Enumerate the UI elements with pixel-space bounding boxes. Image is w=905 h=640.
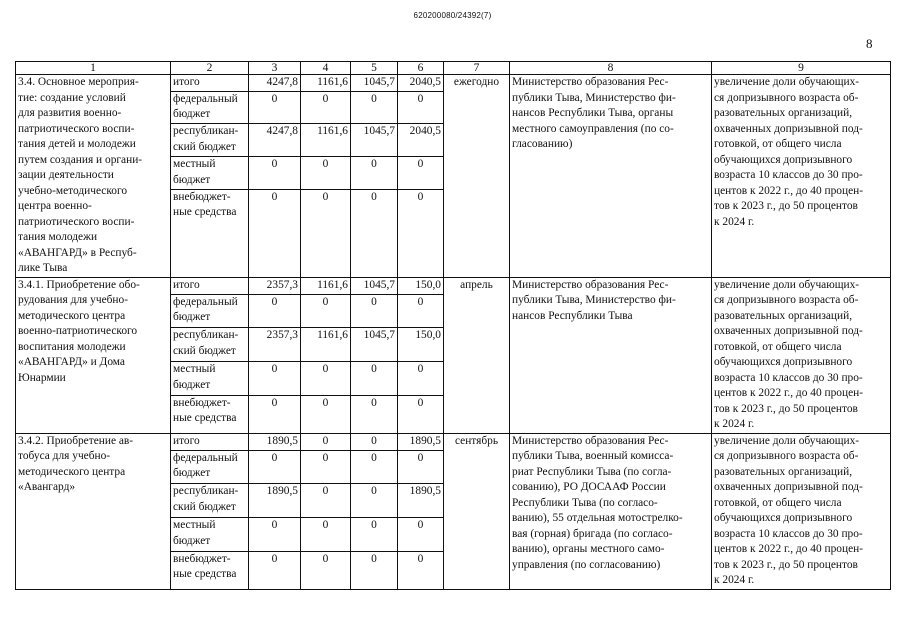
funding-source-line: местный	[173, 158, 216, 171]
funding-source-line: внебюджет-	[173, 396, 231, 409]
amount-total-cell: 0	[249, 91, 301, 124]
deadline-cell: сентябрь	[444, 433, 510, 589]
funding-source-cell	[171, 277, 249, 294]
column-header: 2	[171, 62, 249, 75]
amount-2024-cell: 0	[398, 450, 444, 484]
table-row	[16, 75, 891, 92]
deadline-cell: ежегодно	[444, 75, 510, 278]
activity-name-line: рудования для учебно-	[18, 294, 129, 306]
activity-name-line: Юнармии	[18, 371, 66, 384]
funding-source-line: федеральный	[173, 451, 238, 464]
funding-source-line: местный	[173, 519, 216, 532]
amount-total-cell: 0	[249, 450, 301, 484]
activity-name-line: 3.4.2. Приобретение ав-	[18, 434, 134, 447]
funding-source-cell	[171, 551, 249, 589]
funding-source-cell	[171, 189, 249, 277]
expected-result-line: обучающихся допризывного	[714, 512, 853, 524]
amount-total-cell: 0	[249, 551, 301, 589]
expected-result-line: возраста 10 классов до 30 про-	[714, 371, 863, 384]
amount-2022-cell: 1161,6	[301, 124, 351, 157]
executors-line: управления (по согласованию)	[512, 558, 661, 571]
amount-2023-cell: 0	[351, 91, 398, 124]
funding-source-line: местный	[173, 363, 216, 376]
amount-2024-cell: 150,0	[398, 328, 444, 362]
amount-total-cell: 4247,8	[249, 124, 301, 157]
expected-result-line: к 2024 г.	[714, 574, 755, 586]
expected-result-line: обучающихся допризывного	[714, 153, 853, 166]
expected-result-line: ся допризывного возраста об-	[714, 294, 859, 306]
amount-total-cell: 0	[249, 395, 301, 433]
activities-table	[15, 61, 891, 590]
amount-2022-cell: 0	[301, 518, 351, 552]
amount-2024-cell: 0	[398, 294, 444, 328]
funding-source-cell	[171, 124, 249, 157]
amount-2024-cell: 1890,5	[398, 484, 444, 518]
column-header: 5	[351, 62, 398, 75]
amount-total-cell: 2357,3	[249, 277, 301, 294]
column-header: 3	[249, 62, 301, 75]
funding-source-line: федеральный	[173, 295, 238, 308]
activity-name-line: тания молодежи	[18, 231, 98, 243]
amount-2022-cell: 1161,6	[301, 328, 351, 362]
activity-name-line: «АВАНГАРД» в Респуб-	[18, 246, 137, 259]
expected-result-line: возраста 10 классов до 30 про-	[714, 169, 863, 181]
expected-result-cell	[712, 75, 891, 278]
amount-2023-cell: 0	[351, 518, 398, 552]
executors-line: Министерство образования Рес-	[512, 76, 669, 88]
funding-source-cell	[171, 362, 249, 396]
executors-line: гласованию)	[512, 138, 573, 150]
amount-2023-cell: 0	[351, 484, 398, 518]
column-header-row	[16, 62, 891, 75]
expected-result-line: готовкой, от общего числа	[714, 138, 842, 150]
amount-2024-cell: 0	[398, 551, 444, 589]
amount-2022-cell: 0	[301, 450, 351, 484]
expected-result-line: увеличение доли обучающих-	[714, 278, 860, 291]
expected-result-line: ся допризывного возраста об-	[714, 450, 859, 462]
activity-name-cell	[16, 75, 171, 278]
amount-2024-cell: 2040,5	[398, 124, 444, 157]
funding-source-cell	[171, 75, 249, 92]
amount-2022-cell: 1161,6	[301, 277, 351, 294]
amount-2022-cell: 0	[301, 189, 351, 277]
activity-name-line: лике Тыва	[18, 262, 68, 274]
expected-result-line: возраста 10 классов до 30 про-	[714, 527, 863, 540]
activity-name-line: «АВАНГАРД» и Дома	[18, 356, 125, 368]
activity-name-line: методического центра	[18, 465, 126, 478]
amount-total-cell: 0	[249, 157, 301, 190]
amount-total-cell: 0	[249, 294, 301, 328]
executors-line: Республики Тыва (по согласо-	[512, 496, 658, 509]
column-header: 7	[444, 62, 510, 75]
executors-line: нансов Республики Тыва	[512, 309, 633, 322]
funding-source-line: бюджет	[173, 467, 211, 480]
table-row	[16, 277, 891, 294]
executors-line: публики Тыва, Министерство фи-	[512, 294, 676, 306]
funding-source-line: ные средства	[173, 568, 237, 581]
funding-source-line: бюджет	[173, 173, 211, 186]
executors-line: публики Тыва, военный комисса-	[512, 450, 674, 462]
expected-result-line: к 2024 г.	[714, 418, 755, 430]
funding-source-line: федеральный	[173, 92, 238, 105]
expected-result-line: тов к 2023 г., до 50 процентов	[714, 402, 858, 415]
funding-source-line: итого	[173, 76, 200, 88]
activity-name-line: учебно-методического	[18, 184, 128, 197]
activity-name-line: тания детей и молодежи	[18, 138, 136, 150]
funding-source-cell	[171, 484, 249, 518]
activity-name-line: 3.4.1. Приобретение обо-	[18, 278, 140, 291]
amount-2024-cell: 0	[398, 189, 444, 277]
activity-name-cell	[16, 433, 171, 589]
amount-2023-cell: 1045,7	[351, 277, 398, 294]
expected-result-line: центов к 2022 г., до 40 процен-	[714, 543, 864, 555]
amount-2023-cell: 0	[351, 362, 398, 396]
amount-2022-cell: 0	[301, 551, 351, 589]
amount-2023-cell: 0	[351, 551, 398, 589]
funding-source-line: ные средства	[173, 412, 237, 425]
activity-name-line: для развития военно-	[18, 107, 122, 119]
table-row	[16, 433, 891, 450]
amount-2023-cell: 0	[351, 433, 398, 450]
amount-total-cell: 0	[249, 518, 301, 552]
column-header: 4	[301, 62, 351, 75]
expected-result-line: центов к 2022 г., до 40 процен-	[714, 184, 864, 197]
executors-line: ванию), 55 отдельная мотострелко-	[512, 512, 683, 524]
expected-result-line: обучающихся допризывного	[714, 356, 853, 368]
activity-name-line: тие: создание условий	[18, 91, 126, 104]
amount-2023-cell: 0	[351, 189, 398, 277]
funding-source-line: внебюджет-	[173, 190, 231, 203]
amount-2024-cell: 0	[398, 362, 444, 396]
amount-total-cell: 0	[249, 362, 301, 396]
amount-total-cell: 2357,3	[249, 328, 301, 362]
funding-source-line: ский бюджет	[173, 140, 236, 153]
expected-result-line: тов к 2023 г., до 50 процентов	[714, 558, 858, 571]
activity-name-line: военно-патриотического	[18, 325, 138, 337]
expected-result-line: тов к 2023 г., до 50 процентов	[714, 200, 858, 212]
funding-source-line: республикан-	[173, 125, 239, 138]
expected-result-line: охваченных допризывной под-	[714, 481, 863, 493]
amount-2022-cell: 1161,6	[301, 75, 351, 92]
activity-name-line: «Авангард»	[18, 481, 76, 493]
activity-name-line: центра военно-	[18, 200, 92, 212]
amount-2023-cell: 1045,7	[351, 328, 398, 362]
funding-source-cell	[171, 91, 249, 124]
funding-source-line: бюджет	[173, 311, 211, 324]
expected-result-cell	[712, 433, 891, 589]
funding-source-cell	[171, 433, 249, 450]
amount-2022-cell: 0	[301, 484, 351, 518]
expected-result-line: охваченных допризывной под-	[714, 325, 863, 337]
amount-total-cell: 1890,5	[249, 484, 301, 518]
executors-line: Министерство образования Рес-	[512, 434, 669, 447]
amount-total-cell: 0	[249, 189, 301, 277]
activity-name-line: патриотического воспи-	[18, 122, 135, 135]
executors-cell	[510, 433, 712, 589]
amount-2023-cell: 0	[351, 395, 398, 433]
funding-source-cell	[171, 294, 249, 328]
amount-2023-cell: 0	[351, 157, 398, 190]
expected-result-line: увеличение доли обучающих-	[714, 76, 860, 88]
funding-source-line: итого	[173, 278, 200, 291]
executors-line: местного самоуправления (по со-	[512, 122, 674, 135]
column-header: 9	[712, 62, 891, 75]
amount-2024-cell: 2040,5	[398, 75, 444, 92]
funding-source-line: бюджет	[173, 378, 211, 391]
funding-source-cell	[171, 518, 249, 552]
activity-name-cell	[16, 277, 171, 433]
executors-cell	[510, 277, 712, 433]
column-header: 1	[16, 62, 171, 75]
amount-2022-cell: 0	[301, 157, 351, 190]
activity-name-line: зации деятельности	[18, 169, 114, 181]
funding-source-line: бюджет	[173, 534, 211, 547]
executors-line: нансов Республики Тыва, органы	[512, 107, 674, 119]
amount-2022-cell: 0	[301, 294, 351, 328]
amount-total-cell: 1890,5	[249, 433, 301, 450]
expected-result-line: разовательных организаций,	[714, 107, 853, 119]
expected-result-line: готовкой, от общего числа	[714, 496, 842, 509]
activity-name-line: патриотического воспи-	[18, 215, 135, 228]
column-header: 8	[510, 62, 712, 75]
funding-source-line: республикан-	[173, 329, 239, 342]
expected-result-line: центов к 2022 г., до 40 процен-	[714, 387, 864, 399]
activity-name-line: тобуса для учебно-	[18, 450, 111, 462]
document-code: 620200080/24392(7)	[413, 11, 492, 20]
amount-2024-cell: 1890,5	[398, 433, 444, 450]
funding-source-line: бюджет	[173, 108, 211, 121]
expected-result-line: к 2024 г.	[714, 215, 755, 228]
funding-source-line: внебюджет-	[173, 552, 231, 565]
amount-2023-cell: 0	[351, 294, 398, 328]
amount-2022-cell: 0	[301, 362, 351, 396]
funding-source-line: ные средства	[173, 206, 237, 219]
column-header: 6	[398, 62, 444, 75]
amount-2024-cell: 0	[398, 518, 444, 552]
expected-result-line: готовкой, от общего числа	[714, 340, 842, 353]
executors-line: вая (горная) бригада (по согласо-	[512, 527, 673, 540]
amount-2022-cell: 0	[301, 433, 351, 450]
expected-result-line: охваченных допризывной под-	[714, 122, 863, 135]
activity-name-line: 3.4. Основное мероприя-	[18, 76, 139, 88]
executors-line: ванию), органы местного само-	[512, 543, 665, 555]
executors-line: риат Республики Тыва (по согла-	[512, 465, 672, 478]
amount-2024-cell: 150,0	[398, 277, 444, 294]
funding-source-line: ский бюджет	[173, 500, 236, 513]
executors-cell	[510, 75, 712, 278]
activity-name-line: путем создания и органи-	[18, 153, 143, 166]
expected-result-line: разовательных организаций,	[714, 465, 853, 478]
amount-total-cell: 4247,8	[249, 75, 301, 92]
expected-result-line: разовательных организаций,	[714, 309, 853, 322]
amount-2023-cell: 1045,7	[351, 75, 398, 92]
amount-2024-cell: 0	[398, 395, 444, 433]
funding-source-cell	[171, 328, 249, 362]
expected-result-line: ся допризывного возраста об-	[714, 91, 859, 104]
activity-name-line: методического центра	[18, 309, 126, 322]
activity-name-line: воспитания молодежи	[18, 340, 126, 353]
amount-2024-cell: 0	[398, 157, 444, 190]
executors-line: Министерство образования Рес-	[512, 278, 669, 291]
amount-2022-cell: 0	[301, 395, 351, 433]
executors-line: сованию), РО ДОСААФ России	[512, 481, 666, 493]
funding-source-cell	[171, 450, 249, 484]
funding-source-line: республикан-	[173, 485, 239, 498]
expected-result-cell	[712, 277, 891, 433]
funding-source-cell	[171, 395, 249, 433]
expected-result-line: увеличение доли обучающих-	[714, 434, 860, 447]
deadline-cell: апрель	[444, 277, 510, 433]
funding-source-line: итого	[173, 434, 200, 447]
amount-2022-cell: 0	[301, 91, 351, 124]
amount-2023-cell: 1045,7	[351, 124, 398, 157]
page-number: 8	[866, 36, 873, 51]
funding-source-line: ский бюджет	[173, 344, 236, 357]
amount-2024-cell: 0	[398, 91, 444, 124]
executors-line: публики Тыва, Министерство фи-	[512, 91, 676, 104]
funding-source-cell	[171, 157, 249, 190]
amount-2023-cell: 0	[351, 450, 398, 484]
